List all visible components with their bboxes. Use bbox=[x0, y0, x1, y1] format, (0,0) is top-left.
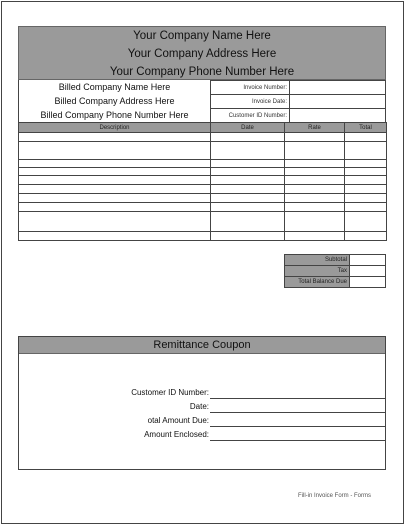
cell-description[interactable] bbox=[19, 142, 211, 160]
cell-date[interactable] bbox=[211, 142, 285, 160]
column-header-total: Total bbox=[345, 123, 387, 133]
cell-date[interactable] bbox=[211, 232, 285, 241]
cell-description[interactable] bbox=[19, 160, 211, 168]
totals-row-tax bbox=[285, 266, 386, 277]
amount-enclosed-input-line[interactable] bbox=[210, 440, 385, 441]
table-row bbox=[19, 203, 387, 212]
table-row bbox=[19, 133, 387, 142]
coupon-field-customer-id bbox=[19, 387, 385, 399]
cell-total[interactable] bbox=[345, 133, 387, 142]
table-row bbox=[19, 160, 387, 168]
meta-row-customer-id bbox=[211, 109, 386, 123]
cell-date[interactable] bbox=[211, 133, 285, 142]
company-header bbox=[18, 26, 386, 80]
footer-note: Fill-in Invoice Form - Forms bbox=[298, 493, 372, 499]
field-label: Date: bbox=[189, 402, 209, 411]
column-header-description: Description bbox=[19, 123, 211, 133]
line-items-header bbox=[19, 123, 387, 133]
cell-date[interactable] bbox=[211, 176, 285, 185]
cell-description[interactable] bbox=[19, 232, 211, 241]
cell-date[interactable] bbox=[211, 194, 285, 203]
totals-row-balance bbox=[285, 277, 386, 288]
cell-rate[interactable] bbox=[285, 176, 345, 185]
subtotal-label: Subtotal bbox=[285, 255, 350, 266]
cell-total[interactable] bbox=[345, 160, 387, 168]
customer-id-input-line[interactable] bbox=[210, 398, 385, 399]
total-balance-label: Total Balance Due bbox=[285, 277, 350, 288]
table-row bbox=[19, 142, 387, 160]
invoice-page bbox=[1, 1, 404, 524]
cell-date[interactable] bbox=[211, 168, 285, 176]
cell-rate[interactable] bbox=[285, 160, 345, 168]
cell-date[interactable] bbox=[211, 185, 285, 194]
cell-date[interactable] bbox=[211, 160, 285, 168]
billed-to-block bbox=[18, 80, 210, 122]
table-row bbox=[19, 185, 387, 194]
invoice-date-field[interactable] bbox=[290, 95, 386, 109]
totals-table bbox=[284, 254, 386, 288]
table-row bbox=[19, 232, 387, 241]
invoice-meta-table bbox=[210, 80, 386, 123]
cell-total[interactable] bbox=[345, 203, 387, 212]
cell-total[interactable] bbox=[345, 212, 387, 232]
coupon-field-total-due bbox=[19, 415, 385, 427]
cell-description[interactable] bbox=[19, 185, 211, 194]
total-due-input-line[interactable] bbox=[210, 426, 385, 427]
meta-row-invoice-number bbox=[211, 81, 386, 95]
invoice-number-field[interactable] bbox=[290, 81, 386, 95]
cell-description[interactable] bbox=[19, 133, 211, 142]
cell-total[interactable] bbox=[345, 232, 387, 241]
meta-label: Invoice Number: bbox=[211, 81, 290, 95]
tax-label: Tax bbox=[285, 266, 350, 277]
cell-date[interactable] bbox=[211, 212, 285, 232]
table-row bbox=[19, 176, 387, 185]
cell-rate[interactable] bbox=[285, 168, 345, 176]
cell-rate[interactable] bbox=[285, 142, 345, 160]
cell-rate[interactable] bbox=[285, 133, 345, 142]
date-input-line[interactable] bbox=[210, 412, 385, 413]
coupon-title: Remittance Coupon bbox=[19, 337, 385, 354]
field-label: Amount Enclosed: bbox=[144, 430, 209, 439]
company-name: Your Company Name Here bbox=[133, 30, 271, 42]
cell-rate[interactable] bbox=[285, 203, 345, 212]
cell-rate[interactable] bbox=[285, 232, 345, 241]
remittance-coupon bbox=[18, 336, 386, 470]
coupon-field-date bbox=[19, 401, 385, 413]
cell-description[interactable] bbox=[19, 194, 211, 203]
meta-label: Customer ID Number: bbox=[211, 109, 290, 123]
customer-id-field[interactable] bbox=[290, 109, 386, 123]
cell-rate[interactable] bbox=[285, 185, 345, 194]
cell-total[interactable] bbox=[345, 168, 387, 176]
coupon-field-amount-enclosed bbox=[19, 429, 385, 441]
meta-row-invoice-date bbox=[211, 95, 386, 109]
subtotal-field[interactable] bbox=[350, 255, 386, 266]
cell-description[interactable] bbox=[19, 176, 211, 185]
billed-company-phone: Billed Company Phone Number Here bbox=[40, 110, 189, 120]
column-header-rate: Rate bbox=[285, 123, 345, 133]
cell-rate[interactable] bbox=[285, 212, 345, 232]
company-address: Your Company Address Here bbox=[127, 48, 277, 60]
table-row bbox=[19, 168, 387, 176]
cell-total[interactable] bbox=[345, 194, 387, 203]
cell-rate[interactable] bbox=[285, 194, 345, 203]
totals-row-subtotal bbox=[285, 255, 386, 266]
cell-date[interactable] bbox=[211, 203, 285, 212]
meta-label: Invoice Date: bbox=[211, 95, 290, 109]
table-row bbox=[19, 212, 387, 232]
billed-company-address: Billed Company Address Here bbox=[54, 96, 175, 106]
cell-total[interactable] bbox=[345, 142, 387, 160]
billed-company-name: Billed Company Name Here bbox=[58, 82, 171, 92]
cell-description[interactable] bbox=[19, 203, 211, 212]
field-label: Customer ID Number: bbox=[131, 388, 209, 397]
tax-field[interactable] bbox=[350, 266, 386, 277]
table-row bbox=[19, 194, 387, 203]
cell-description[interactable] bbox=[19, 168, 211, 176]
field-label: otal Amount Due: bbox=[147, 416, 209, 425]
cell-description[interactable] bbox=[19, 212, 211, 232]
cell-total[interactable] bbox=[345, 185, 387, 194]
total-balance-field[interactable] bbox=[350, 277, 386, 288]
column-header-date: Date bbox=[211, 123, 285, 133]
line-items-table bbox=[18, 122, 387, 241]
cell-total[interactable] bbox=[345, 176, 387, 185]
company-phone: Your Company Phone Number Here bbox=[109, 66, 295, 78]
